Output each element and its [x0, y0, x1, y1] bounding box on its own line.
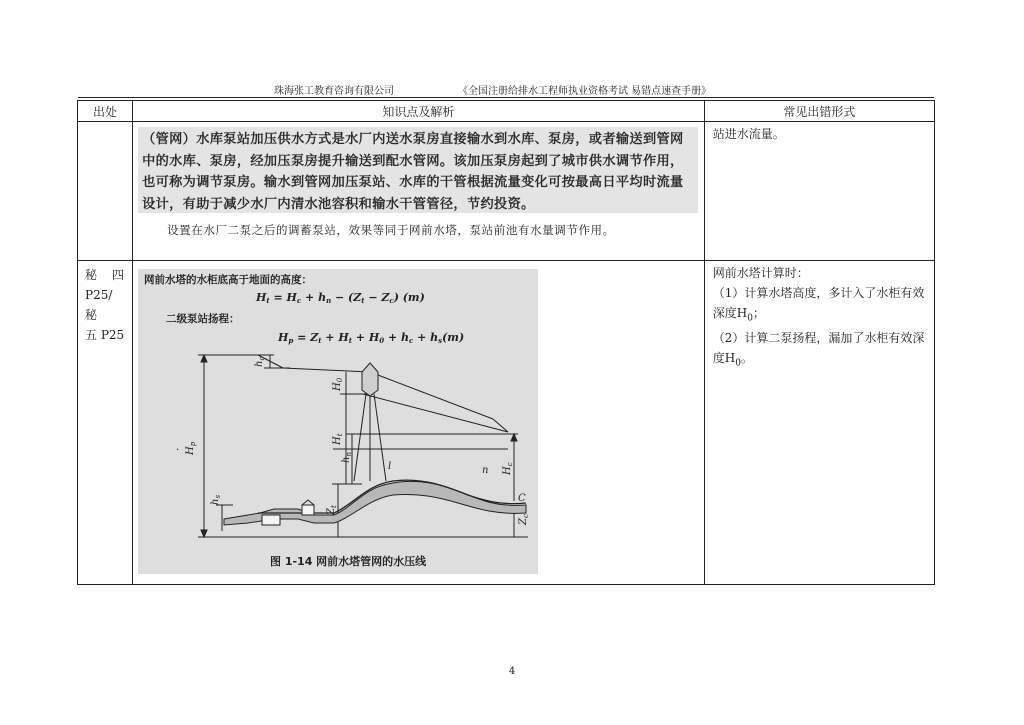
source-char-2: 四	[112, 268, 125, 282]
figure-formula-1: Ht = Hc + hn − (Zt − Zc) (m)	[256, 291, 425, 305]
label-C: C	[518, 493, 526, 504]
table-row	[78, 261, 935, 585]
water-pressure-figure	[138, 269, 538, 574]
errors-item-2-sub: 0	[735, 358, 741, 369]
errors-item-2-end: 。	[740, 351, 753, 366]
row2-source	[78, 261, 133, 585]
label-Zc: $Z_c$	[518, 514, 531, 525]
label-Hp: $H_p$	[185, 441, 198, 455]
errors-item-1-sub: 0	[747, 313, 753, 324]
table-row	[78, 122, 935, 261]
errors-item-2	[713, 328, 928, 373]
pump-station-icon	[302, 505, 314, 515]
label-n: n	[482, 465, 489, 476]
source-char-1: 秘	[85, 268, 98, 282]
figure-caption: 图 1-14 网前水塔管网的水压线	[270, 555, 427, 568]
figure-svg	[138, 269, 538, 574]
page-header	[78, 82, 934, 98]
label-hc: $h_c$	[254, 356, 267, 367]
reservoir-icon	[262, 515, 280, 525]
figure-formula-2: Hp = Zt + Ht + H0 + hc + hs(m)	[278, 331, 465, 345]
row1-note: 设置在水厂二泵之后的调蓄泵站，效果等同于网前水塔，泵站前池有水量调节作用。	[167, 223, 615, 237]
header-company: 珠海张工教育咨询有限公司	[274, 86, 394, 97]
header-rule	[78, 97, 934, 98]
errors-item-2-text: （2）计算二泵扬程，漏加了水柜有效深度H	[712, 331, 925, 366]
row2-knowledge	[133, 261, 705, 585]
row1-knowledge	[133, 122, 705, 261]
label-hs: $h_s$	[210, 494, 223, 505]
label-l: l	[388, 461, 392, 472]
source-line-2: P25/ 秘	[85, 288, 113, 322]
figure-heading-2: 二级泵站扬程：	[166, 313, 240, 325]
row1-source	[78, 122, 133, 261]
row2-errors	[704, 261, 934, 585]
table-header-row	[78, 101, 935, 122]
scanned-text-block: （管网）水库泵站加压供水方式是水厂内送水泵房直接输水到水库、泵房，或者输送到管网中的水库、泵房，经加压泵房提升输送到配水管网。该加压泵房起到了城市供水调节作用，也可称为调节泵房。输水到管网加压泵站、水库的干管根据流量变化可按最高日平均时流量设计，有助于减少水厂内清水池容积和输水干管管径，节约投资。	[138, 127, 698, 213]
source-line-3: 五 P25	[85, 328, 125, 342]
page-number: 4	[508, 666, 516, 677]
label-Ht: $H_t$	[332, 433, 345, 445]
header-book-title: 《全国注册给排水工程师执业资格考试 易错点速查手册》	[458, 86, 712, 97]
row2-errors-text	[705, 261, 934, 374]
pump-roof-icon	[302, 500, 314, 505]
errors-item-1-end: ；	[752, 306, 765, 320]
stray-mark: ·	[176, 445, 180, 456]
label-H0: $H_0$	[332, 377, 345, 391]
errors-item-1	[713, 283, 928, 328]
label-hn: $h_n$	[341, 452, 354, 463]
header-source: 出处	[78, 101, 133, 122]
label-Hc: $H_c$	[502, 462, 515, 475]
header-knowledge: 知识点及解析	[133, 101, 705, 122]
row1-errors-text: 站进水流量。	[712, 127, 785, 141]
label-Zt: $Z_t$	[326, 505, 339, 515]
content-table	[77, 100, 935, 585]
header-errors: 常见出错形式	[704, 101, 934, 122]
figure-heading-1: 网前水塔的水柜底高于地面的高度：	[144, 274, 313, 286]
errors-item-1-text: （1）计算水塔高度，多计入了水柜有效深度H	[712, 286, 925, 320]
row1-errors	[704, 122, 934, 261]
water-tower-icon	[362, 363, 378, 396]
errors-title: 网前水塔计算时：	[712, 266, 809, 280]
